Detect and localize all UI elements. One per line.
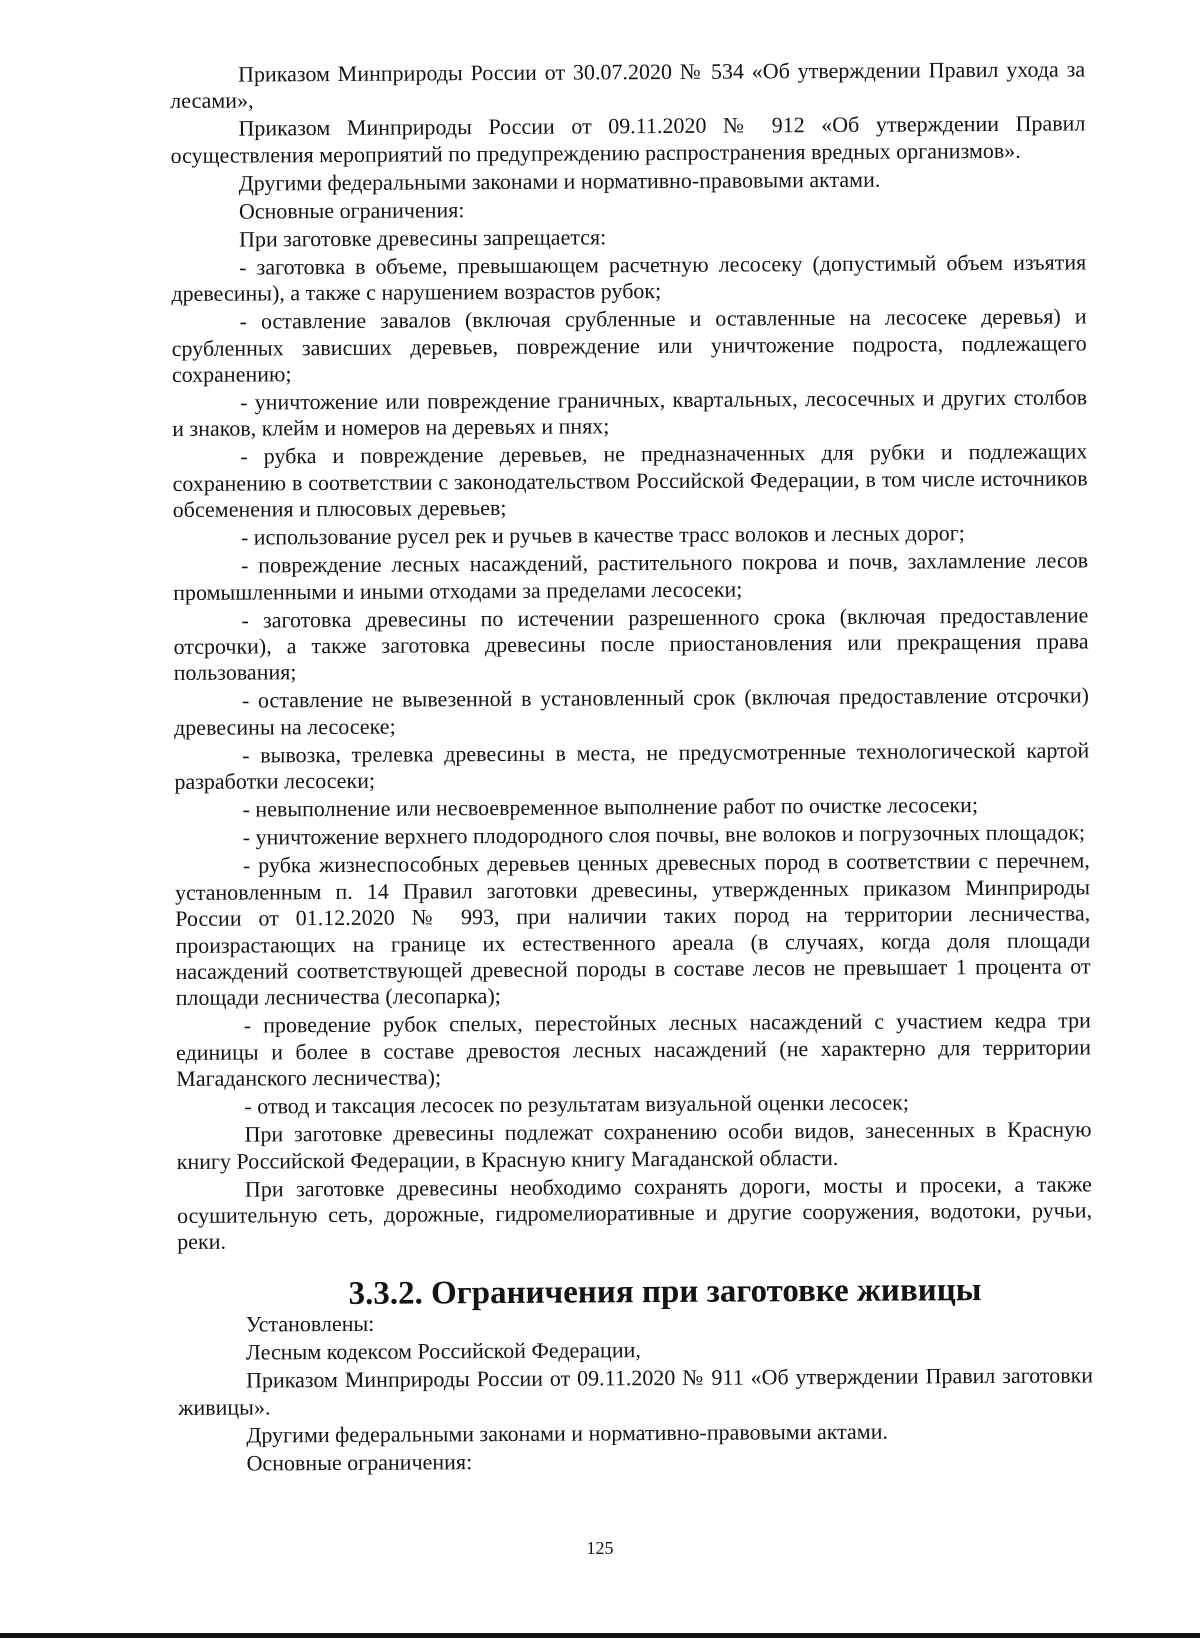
page-number: 125 [586,1538,614,1558]
section-heading: 3.3.2. Ограничения при заготовке живицы [348,1271,982,1312]
paragraph: При заготовке древесины запрещается: [239,224,607,252]
list-item: - использование русел рек и ручьев в качестве трасс волоков и лесных дорог; [240,520,965,550]
footer-rule [0,1633,1200,1638]
list-item: - уничтожение верхнего плодородного слоя почвы, вне волоков и погрузочных площадок; [242,819,1086,850]
paragraph: Другими федеральными законами и нормативно-правовыми актами. [238,166,881,196]
list-item: - рубка жизнеспособных деревьев ценных древесных пород в соответствии с перечнем, установленным п. 14 Правил заготовки древесины, утвержденных приказом Минприроды России от 01.12.2020 № 993, при наличии таких пород на территории лесничества, произрастающих на границе их естественного ареала (в случаях, когда доля площади насаждений соответствующей древесной породы в составе лесов не превышает 1 процента от площади лесничества (лесопарка); [174,847,1091,1011]
list-item: - заготовка в объеме, превышающем расчетную лесосеку (допустимый объем изъятия древесины), а также с нарушением возрастов рубок; [171,249,1087,307]
paragraph: Приказом Минприроды России от 09.11.2020 № 912 «Об утверждении Правил осуществления мероприятий по предупреждению распространения вредных организмов». [170,110,1086,168]
body-after-heading [178,1307,1094,1477]
paragraph: Приказом Минприроды России от 30.07.2020 № 534 «Об утверждении Правил ухода за лесами», [170,56,1086,114]
list-item: - проведение рубок спелых, перестойных лесных насаждений с участием кедра три единицы и более в составе древостоя лесных насаждений (не характерно для территории Магаданского лесничества); [175,1007,1092,1092]
paragraph: Лесным кодексом Российской Федерации, [245,1337,641,1365]
paragraph: Основные ограничения: [246,1448,473,1476]
paragraph: Основные ограничения: [238,197,465,224]
list-item: - невыполнение или несвоевременное выполнение работ по очистке лесосеки; [242,792,979,822]
paragraph: Приказом Минприроды России от 09.11.2020 № 911 «Об утверждении Правил заготовки живицы». [178,1362,1094,1420]
document-page [170,56,1094,1478]
list-item: - заготовка древесины по истечении разрешенного срока (включая предоставление отсрочки), а также заготовка древесины после приостановления или прекращения права пользования; [173,602,1089,686]
list-item: - вывозка, трелевка древесины в места, не предусмотренные технологической картой разработки лесосеки; [174,737,1090,795]
list-item: - оставление завалов (включая срубленные и оставленные на лесосеке деревья) и срубленных зависших деревьев, повреждение или уничтожение подроста, подлежащего сохранению; [171,303,1087,388]
list-item: - оставление не вывезенной в установленный срок (включая предоставление отсрочки) древесины на лесосеке; [173,682,1089,740]
list-item: - отвод и таксация лесосек по результатам визуальной оценки лесосек; [244,1089,909,1119]
list-item: - рубка и повреждение деревьев, не предназначенных для рубки и подлежащих сохранению в соответствии с законодательством Российской Федерации, в том числе источников обсеменения и плюсовых деревьев; [172,438,1088,523]
paragraph: При заготовке древесины подлежат сохранению особи видов, занесенных в Красную книгу Российской Федерации, в Красную книгу Магаданской области. [176,1116,1092,1174]
paragraph: Другими федеральными законами и нормативно-правовыми актами. [246,1418,889,1448]
paragraph: Установлены: [245,1310,375,1337]
list-item: - уничтожение или повреждение граничных, квартальных, лесосечных и других столбов и знаков, клейм и номеров на деревьях и пнях; [172,384,1088,442]
paragraph: При заготовке древесины необходимо сохранять дороги, мосты и просеки, а также осушительную сеть, дорожные, гидромелиоративные и другие сооружения, водотоки, ручьи, реки. [176,1170,1093,1255]
list-item: - повреждение лесных насаждений, растительного покрова и почв, захламление лесов промышленными и иными отходами за пределами лесосеки; [173,547,1089,605]
body-before-heading [170,56,1092,1255]
